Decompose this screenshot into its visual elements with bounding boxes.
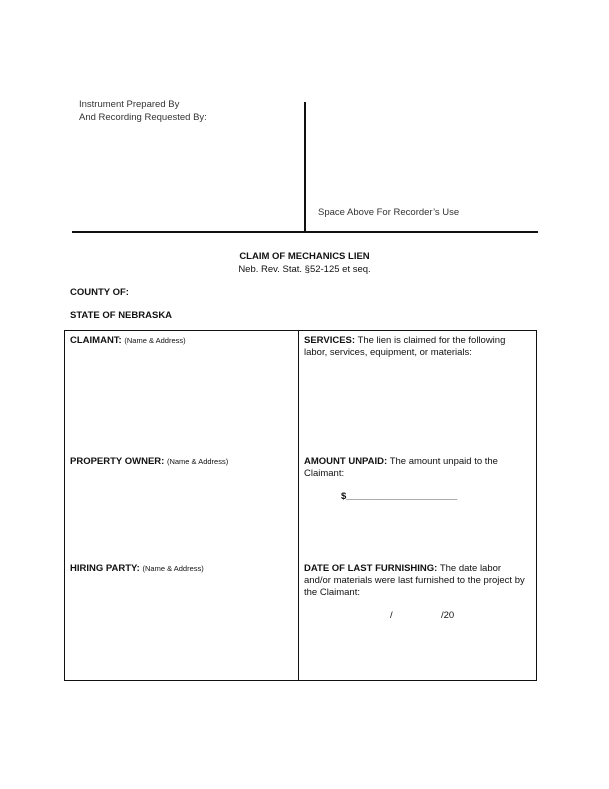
recorder-divider-vertical: [304, 102, 306, 232]
last-furnishing-text: The date labor and/or materials were last furnished to the project by the Claimant:: [304, 563, 525, 598]
property-owner-label: PROPERTY OWNER:: [70, 456, 165, 467]
statute-reference: Neb. Rev. Stat. §52-125 et seq.: [238, 264, 371, 275]
amount-unpaid-label: AMOUNT UNPAID:: [304, 456, 388, 467]
lien-form-table: [64, 330, 537, 681]
hiring-party-field[interactable]: [70, 563, 292, 575]
amount-unpaid-field: [304, 456, 529, 480]
hiring-party-label: HIRING PARTY:: [70, 563, 140, 574]
amount-unpaid-blank[interactable]: $_____________________: [341, 491, 458, 502]
property-owner-hint: (Name & Address): [166, 457, 229, 466]
date-year[interactable]: /20: [441, 610, 455, 621]
amount-unpaid-text: The amount unpaid to the Claimant:: [304, 456, 498, 479]
services-text: The lien is claimed for the following labor, services, equipment, or materials:: [304, 335, 506, 358]
claimant-hint: (Name & Address): [124, 336, 186, 345]
property-owner-field[interactable]: [70, 456, 292, 468]
claimant-label: CLAIMANT:: [70, 335, 122, 346]
claimant-field[interactable]: [70, 335, 292, 347]
recorder-space-note: Space Above For Recorder’s Use: [318, 207, 460, 218]
instrument-prepared-by: Instrument Prepared By: [79, 99, 180, 110]
form-column-divider: [298, 330, 299, 681]
state-label: STATE OF NEBRASKA: [70, 310, 173, 321]
services-field[interactable]: [304, 335, 529, 359]
county-label: COUNTY OF:: [70, 287, 129, 298]
document-title: CLAIM OF MECHANICS LIEN: [239, 251, 370, 262]
recorder-divider-horizontal: [72, 231, 538, 233]
last-furnishing-field: [304, 563, 529, 599]
date-separator[interactable]: /: [390, 610, 393, 621]
recording-requested-by: And Recording Requested By:: [79, 112, 207, 123]
hiring-party-hint: (Name & Address): [142, 564, 204, 573]
services-label: SERVICES:: [304, 335, 356, 346]
last-furnishing-label: DATE OF LAST FURNISHING:: [304, 563, 438, 574]
